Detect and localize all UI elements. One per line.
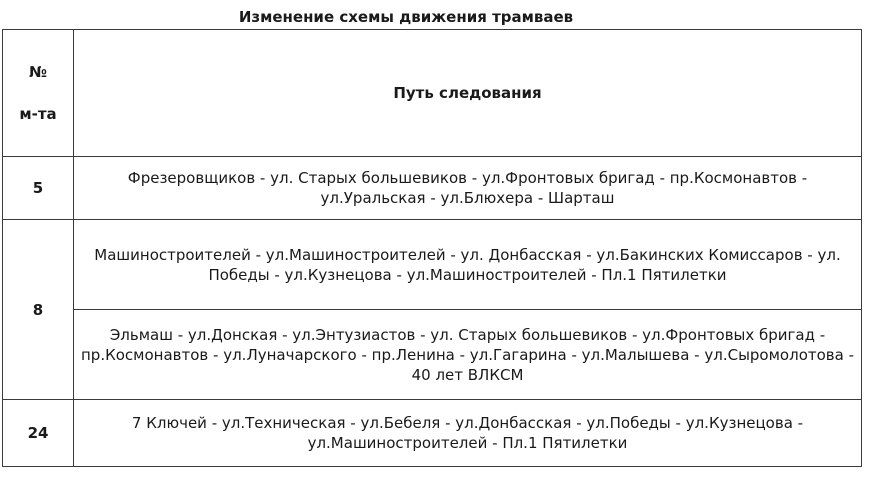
route-number-header-line1: № [28, 63, 48, 81]
route-number-header [3, 30, 74, 157]
route-number: 24 [3, 400, 74, 467]
route-path: Машиностроителей - ул.Машиностроителей - ул. Донбасская - ул.Бакинских Комиссаров - ул. Победы - ул.Кузнецова - ул.Машиностроителей - Пл.1 Пятилетки [74, 220, 862, 310]
route-number-header-line2: м-та [19, 105, 57, 123]
route-path: 7 Ключей - ул.Техническая - ул.Бебеля - ул.Донбасская - ул.Победы - ул.Кузнецова - ул.Машиностроителей - Пл.1 Пятилетки [74, 400, 862, 467]
table-row [3, 310, 862, 400]
table-header-row [3, 30, 862, 157]
table-row [3, 400, 862, 467]
route-path-header: Путь следования [74, 30, 862, 157]
route-number: 5 [3, 157, 74, 220]
route-number: 8 [3, 220, 74, 400]
tram-routes-table [2, 29, 862, 467]
table-row [3, 220, 862, 310]
page-title: Изменение схемы движения трамваев [238, 8, 574, 26]
route-path: Фрезеровщиков - ул. Старых большевиков - ул.Фронтовых бригад - пр.Космонавтов - ул.Уральская - ул.Блюхера - Шарташ [74, 157, 862, 220]
route-path: Эльмаш - ул.Донская - ул.Энтузиастов - ул. Старых большевиков - ул.Фронтовых бригад - пр.Космонавтов - ул.Луначарского - пр.Ленина - ул.Гагарина - ул.Малышева - ул.Сыромолотова - 40 лет ВЛКСМ [74, 310, 862, 400]
table-row [3, 157, 862, 220]
